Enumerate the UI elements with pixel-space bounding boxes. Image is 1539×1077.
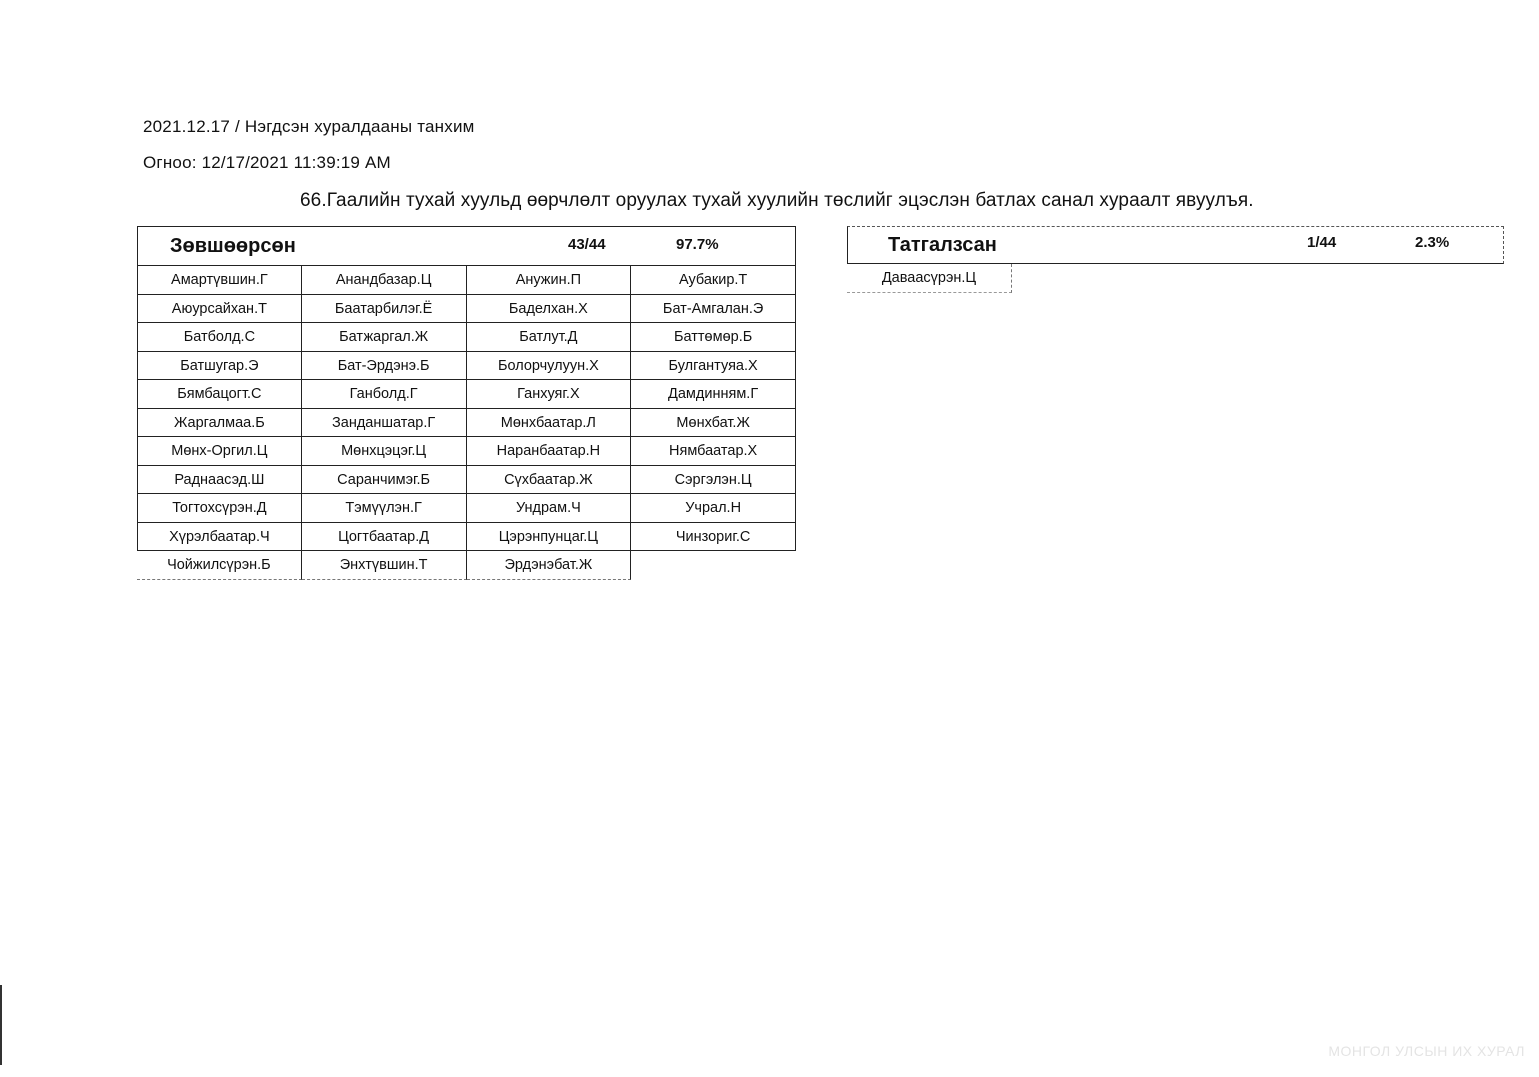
table-row (137, 466, 796, 495)
member-name-cell: Сэргэлэн.Ц (631, 466, 796, 495)
member-name-cell: Булгантуяа.Х (631, 352, 796, 381)
member-name-cell: Мөнх-Оргил.Ц (137, 437, 302, 466)
table-row (137, 266, 796, 295)
rejected-percent: 2.3% (1415, 234, 1450, 251)
member-name-cell: Баттөмөр.Б (631, 323, 796, 352)
member-name-cell: Сүхбаатар.Ж (467, 466, 632, 495)
member-name-cell: Бат-Эрдэнэ.Б (302, 352, 467, 381)
member-name-cell: Анужин.П (467, 266, 632, 295)
approved-count: 43/44 (568, 236, 606, 253)
member-name-cell: Энхтүвшин.Т (302, 551, 467, 580)
table-row (137, 380, 796, 409)
rejected-names-table (847, 264, 1012, 293)
member-name-cell: Эрдэнэбат.Ж (467, 551, 632, 580)
rejected-title: Татгалзсан (888, 234, 997, 256)
member-name-cell: Бямбацогт.С (137, 380, 302, 409)
scan-edge-mark (0, 985, 2, 1065)
member-name-cell: Анандбазар.Ц (302, 266, 467, 295)
member-name-cell: Амартүвшин.Г (137, 266, 302, 295)
member-name-cell: Баатарбилэг.Ё (302, 295, 467, 324)
member-name-cell: Наранбаатар.Н (467, 437, 632, 466)
vote-date: Огноо: 12/17/2021 11:39:19 AM (143, 153, 391, 172)
member-name-cell: Батшугар.Э (137, 352, 302, 381)
motion-title: 66.Гаалийн тухай хуульд өөрчлөлт оруулах тухай хуулийн төслийг эцэслэн батлах санал хураалт явуулъя. (300, 190, 1254, 211)
table-row (137, 437, 796, 466)
member-name-cell: Болорчулуун.Х (467, 352, 632, 381)
member-name-cell: Мөнхцэцэг.Ц (302, 437, 467, 466)
table-row (137, 295, 796, 324)
table-row (137, 352, 796, 381)
rejected-count: 1/44 (1307, 234, 1337, 251)
table-row (137, 494, 796, 523)
member-name-cell (631, 551, 796, 580)
table-row (137, 409, 796, 438)
member-name-cell: Раднаасэд.Ш (137, 466, 302, 495)
table-row (137, 551, 796, 580)
member-name-cell: Чинзориг.С (631, 523, 796, 552)
member-name-cell: Жаргалмаа.Б (137, 409, 302, 438)
member-name-cell: Ганхуяг.Х (467, 380, 632, 409)
table-row (137, 523, 796, 552)
member-name-cell: Батжаргал.Ж (302, 323, 467, 352)
rejected-header (847, 226, 1504, 264)
member-name-cell: Нямбаатар.Х (631, 437, 796, 466)
member-name-cell: Тогтохсүрэн.Д (137, 494, 302, 523)
approved-percent: 97.7% (676, 236, 719, 253)
member-name-cell: Ундрам.Ч (467, 494, 632, 523)
member-name-cell: Даваасүрэн.Ц (847, 264, 1012, 293)
member-name-cell: Цэрэнпунцаг.Ц (467, 523, 632, 552)
member-name-cell: Хүрэлбаатар.Ч (137, 523, 302, 552)
member-name-cell: Тэмүүлэн.Г (302, 494, 467, 523)
member-name-cell: Аюурсайхан.Т (137, 295, 302, 324)
approved-title: Зөвшөөрсөн (170, 235, 296, 257)
member-name-cell: Дамдинням.Г (631, 380, 796, 409)
member-name-cell: Цогтбаатар.Д (302, 523, 467, 552)
member-name-cell: Батболд.С (137, 323, 302, 352)
member-name-cell: Ганболд.Г (302, 380, 467, 409)
member-name-cell: Занданшатар.Г (302, 409, 467, 438)
table-row (137, 323, 796, 352)
member-name-cell: Мөнхбаатар.Л (467, 409, 632, 438)
member-name-cell: Батлут.Д (467, 323, 632, 352)
member-name-cell: Учрал.Н (631, 494, 796, 523)
member-name-cell: Аубакир.Т (631, 266, 796, 295)
member-name-cell: Бат-Амгалан.Э (631, 295, 796, 324)
session-header: 2021.12.17 / Нэгдсэн хуралдааны танхим (143, 117, 475, 136)
watermark: МОНГОЛ УЛСЫН ИХ ХУРАЛ (1328, 1043, 1525, 1059)
member-name-cell: Чойжилсүрэн.Б (137, 551, 302, 580)
member-name-cell: Баделхан.Х (467, 295, 632, 324)
member-name-cell: Мөнхбат.Ж (631, 409, 796, 438)
approved-names-table (137, 266, 796, 580)
member-name-cell: Саранчимэг.Б (302, 466, 467, 495)
approved-header (137, 226, 796, 266)
